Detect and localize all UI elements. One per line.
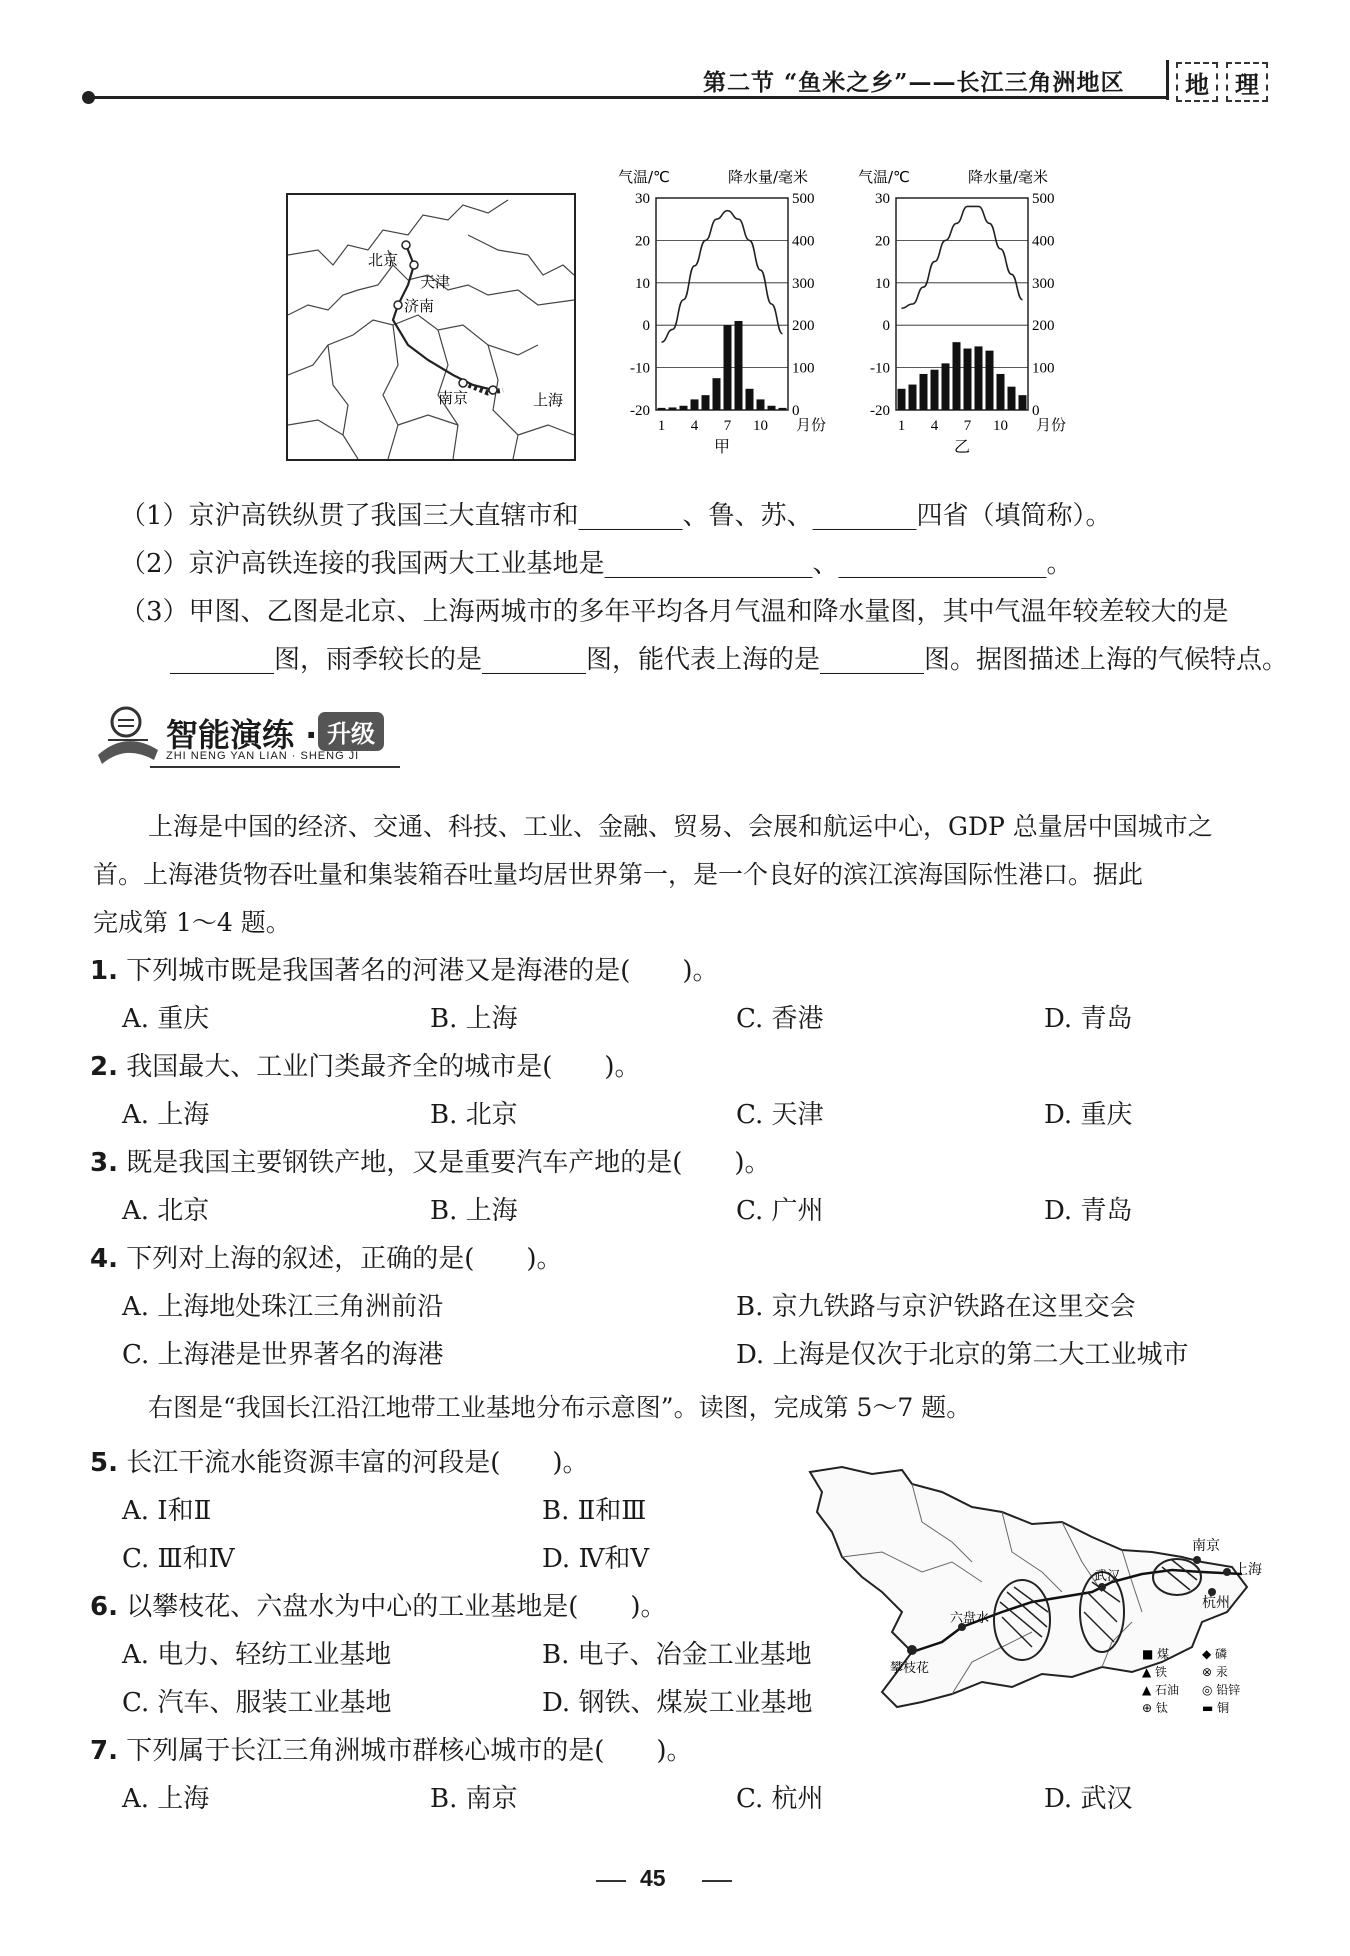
q3-option-c[interactable]: C. 广州 — [736, 1196, 824, 1226]
ymap-label-liupanshui: 六盘水 — [950, 1611, 990, 1626]
q1-option-c[interactable]: C. 香港 — [736, 1004, 824, 1034]
chart-jia-month-tick: 10 — [753, 418, 768, 434]
city-marker-nanjing — [459, 379, 467, 387]
railway-route — [393, 245, 493, 390]
book-reader-icon — [88, 700, 168, 770]
q4-option-b[interactable]: B. 京九铁路与京沪铁路在这里交会 — [736, 1292, 1136, 1322]
ymap-label-shanghai: 上海 — [1234, 1562, 1262, 1578]
railway-map-svg — [288, 195, 574, 459]
q2-option-c[interactable]: C. 天津 — [736, 1100, 824, 1130]
chart-yi-precip-bar — [975, 346, 983, 410]
header-separator — [1166, 60, 1169, 100]
q3-option-d[interactable]: D. 青岛 — [1044, 1196, 1133, 1226]
chart-yi-precip-bar — [997, 374, 1005, 410]
question-6: 6. 以攀枝花、六盘水为中心的工业基地是( )。 — [90, 1592, 667, 1622]
map-label-jinan: 济南 — [404, 297, 435, 315]
chart-yi-precip-tick: 500 — [1032, 191, 1055, 207]
chart-jia-precip-bar — [735, 321, 743, 410]
chart-jia-precip-label: 降水量/毫米 — [728, 168, 809, 186]
chart-jia-month-tick: 7 — [723, 418, 732, 434]
q7-option-c[interactable]: C. 杭州 — [736, 1784, 824, 1814]
chart-jia-precip-bar — [724, 325, 732, 410]
q5-option-d[interactable]: D. Ⅳ和Ⅴ — [542, 1544, 650, 1574]
chart-yi-month-tick: 10 — [993, 418, 1008, 434]
q4-option-d[interactable]: D. 上海是仅次于北京的第二大工业城市 — [736, 1340, 1189, 1370]
chart-yi-month-unit: 月份 — [1036, 416, 1067, 434]
q3-option-a[interactable]: A. 北京 — [122, 1196, 210, 1226]
chart-jia-precip-tick: 400 — [792, 233, 815, 250]
header-rule — [88, 96, 1168, 99]
map-label-nanjing: 南京 — [438, 389, 469, 407]
q6-option-b[interactable]: B. 电子、冶金工业基地 — [542, 1640, 812, 1670]
chart-jia-temp-label: 气温/℃ — [618, 168, 670, 186]
chart-yi-caption: 乙 — [953, 437, 971, 456]
question-5: 5. 长江干流水能资源丰富的河段是( )。 — [90, 1448, 589, 1478]
question-line-4: ________图，雨季较长的是________图，能代表上海的是________图。据图描述上海的气候特点。 — [170, 645, 1289, 675]
chart-jia-precip-tick: 300 — [792, 275, 815, 292]
ymap-label-wuhan: 武汉 — [1094, 1569, 1121, 1584]
q2-option-a[interactable]: A. 上海 — [122, 1100, 210, 1130]
chart-yi-plot-frame — [896, 198, 1028, 410]
chart-yi-month-tick: 4 — [930, 418, 939, 434]
legend-coal: ■ 煤 — [1142, 1647, 1170, 1661]
map-label-shanghai: 上海 — [533, 391, 564, 409]
q6-option-d[interactable]: D. 钢铁、煤炭工业基地 — [542, 1688, 813, 1718]
question-1: 1. 下列城市既是我国著名的河港又是海港的是( )。 — [90, 956, 719, 986]
chart-jia-temp-tick: 30 — [635, 191, 650, 207]
chart-jia-temp-tick: -10 — [630, 360, 650, 377]
chart-jia-precip-tick: 100 — [792, 360, 815, 377]
chart-jia-precip-tick: 500 — [792, 191, 815, 207]
chart-yi-precip-bar — [953, 342, 961, 410]
intro-line-2: 首。上海港货物吞吐量和集装箱吞吐量均居世界第一，是一个良好的滨江滨海国际性港口。据此 — [93, 860, 1144, 889]
map-label-tianjin: 天津 — [420, 273, 451, 291]
legend-leadzinc: ◎ 铅锌 — [1202, 1683, 1241, 1697]
chart-yi-precip-bar — [920, 374, 928, 410]
chart-jia-temp-tick: 20 — [635, 233, 650, 250]
chart-yi-precip-bar — [942, 363, 950, 410]
chart-jia-precip-tick: 0 — [792, 403, 800, 419]
chart-yi-precip-bar — [909, 385, 917, 410]
chart-yi-precip-tick: 400 — [1032, 233, 1055, 250]
chart-yi-temp-tick: -10 — [870, 360, 890, 377]
section-badge: 升级 — [318, 712, 384, 751]
basin-outline — [810, 1467, 1247, 1707]
chart-jia-temp-tick: 0 — [642, 318, 650, 335]
q4-option-a[interactable]: A. 上海地处珠江三角洲前沿 — [122, 1292, 444, 1322]
intro-line-1: 上海是中国的经济、交通、科技、工业、金融、贸易、会展和航运中心，GDP 总量居中国城市之 — [148, 812, 1213, 841]
chart-jia-plot-frame — [656, 198, 788, 410]
chart-yi-precip-tick: 0 — [1032, 403, 1040, 419]
chart-jia-precip-bar — [669, 407, 677, 410]
question-4: 4. 下列对上海的叙述，正确的是( )。 — [90, 1244, 563, 1274]
chart-yi-temp-tick: 0 — [882, 318, 890, 335]
q6-option-a[interactable]: A. 电力、轻纺工业基地 — [122, 1640, 392, 1670]
q4-option-c[interactable]: C. 上海港是世界著名的海港 — [122, 1340, 444, 1370]
chart-jia-caption: 甲 — [713, 437, 731, 456]
chart-yi-precip-tick: 300 — [1032, 275, 1055, 292]
subject-char-2: 理 — [1226, 62, 1268, 102]
chart-yi-temp-curve — [902, 206, 1023, 308]
legend-titanium: ⊕ 钛 — [1142, 1701, 1168, 1715]
chart-jia-precip-bar — [746, 389, 754, 410]
chart-yi-temp-tick: 30 — [875, 191, 890, 207]
chart-jia-precip-bar — [779, 408, 787, 410]
chart-jia-precip-bar — [691, 399, 699, 410]
section-heading: 智能演练 · — [166, 716, 318, 754]
subject-char-1: 地 — [1176, 62, 1218, 102]
chart-jia-precip-bar — [680, 406, 688, 410]
q7-option-a[interactable]: A. 上海 — [122, 1784, 210, 1814]
ymap-label-panzhihua: 攀枝花 — [890, 1661, 930, 1676]
ymap-label-nanjing: 南京 — [1192, 1538, 1220, 1554]
legend-iron: ▲ 铁 — [1142, 1665, 1168, 1679]
question-2: 2. 我国最大、工业门类最齐全的城市是( )。 — [90, 1052, 641, 1082]
ymap-label-hangzhou: 杭州 — [1202, 1595, 1230, 1611]
chart-yi-temp-label: 气温/℃ — [858, 168, 910, 186]
yangtze-industry-map — [802, 1462, 1272, 1722]
chart-yi-precip-bar — [1008, 387, 1016, 410]
chart-yi-precip-bar — [986, 351, 994, 410]
section-pinyin: ZHI NENG YAN LIAN · SHENG JI — [166, 750, 360, 762]
climate-chart-yi — [858, 160, 1108, 460]
city-marker-tianjin — [410, 261, 418, 269]
chart-jia-precip-bar — [702, 395, 710, 410]
chart-yi-precip-tick: 200 — [1032, 318, 1055, 335]
chart-yi-temp-tick: 20 — [875, 233, 890, 250]
q2-option-d[interactable]: D. 重庆 — [1044, 1100, 1133, 1130]
chart-jia-temp-tick: 10 — [635, 275, 650, 292]
railway-map — [286, 193, 576, 461]
legend-phosphorus: ◆ 磷 — [1202, 1647, 1228, 1661]
chart-yi-month-tick: 7 — [963, 418, 972, 434]
q1-option-d[interactable]: D. 青岛 — [1044, 1004, 1133, 1034]
q2-option-b[interactable]: B. 北京 — [430, 1100, 518, 1130]
chart-yi-temp-tick: -20 — [870, 403, 890, 419]
chart-jia-temp-tick: -20 — [630, 403, 650, 419]
chart-jia-precip-bar — [757, 399, 765, 410]
chart-yi-precip-label: 降水量/毫米 — [968, 168, 1049, 186]
question-line-3: （3）甲图、乙图是北京、上海两城市的多年平均各月气温和降水量图，其中气温年较差较大的是 — [120, 597, 1229, 627]
question-line-2: （2）京沪高铁连接的我国两大工业基地是________________、________________。 — [120, 549, 1073, 579]
question-7: 7. 下列属于长江三角洲城市群核心城市的是( )。 — [90, 1736, 693, 1766]
q7-option-d[interactable]: D. 武汉 — [1044, 1784, 1133, 1814]
question-line-1: （1）京沪高铁纵贯了我国三大直辖市和________、鲁、苏、________四省（填简称）。 — [120, 501, 1112, 531]
city-marker-beijing — [402, 241, 410, 249]
intro-line-3: 完成第 1～4 题。 — [93, 908, 291, 937]
chart-jia-precip-bar — [658, 408, 666, 410]
chart-jia-temp-curve — [662, 211, 783, 342]
legend-oil: ▲ 石油 — [1142, 1683, 1180, 1697]
city-marker-jinan — [394, 301, 402, 309]
q7-option-b[interactable]: B. 南京 — [430, 1784, 518, 1814]
question-3: 3. 既是我国主要钢铁产地，又是重要汽车产地的是( )。 — [90, 1148, 771, 1178]
city-marker-shanghai — [489, 386, 497, 394]
legend-mercury: ⊗ 汞 — [1202, 1665, 1228, 1679]
section-underline — [150, 766, 400, 768]
q3-option-b[interactable]: B. 上海 — [430, 1196, 518, 1226]
page-dash-left — [596, 1880, 626, 1882]
q1-option-b[interactable]: B. 上海 — [430, 1004, 518, 1034]
map-label-beijing: 北京 — [368, 251, 399, 269]
chart-yi-precip-bar — [964, 349, 972, 410]
chart-yi-precip-bar — [898, 389, 906, 410]
chart-yi-month-tick: 1 — [897, 418, 906, 434]
q6-option-c[interactable]: C. 汽车、服装工业基地 — [122, 1688, 392, 1718]
q5-option-c[interactable]: C. Ⅲ和Ⅳ — [122, 1544, 235, 1574]
chart-jia-month-tick: 1 — [657, 418, 666, 434]
q5-option-b[interactable]: B. Ⅱ和Ⅲ — [542, 1496, 647, 1526]
chart-jia-month-tick: 4 — [690, 418, 699, 434]
chart-yi-temp-tick: 10 — [875, 275, 890, 292]
chart-jia-precip-bar — [713, 378, 721, 410]
page-number: 45 — [640, 1865, 666, 1891]
chart-jia-precip-bar — [768, 406, 776, 410]
q5-option-a[interactable]: A. Ⅰ和Ⅱ — [122, 1496, 212, 1526]
climate-chart-jia — [618, 160, 868, 460]
chart-yi-precip-bar — [931, 370, 939, 410]
page-dash-right — [702, 1880, 732, 1882]
q1-option-a[interactable]: A. 重庆 — [122, 1004, 210, 1034]
chart-yi-precip-tick: 100 — [1032, 360, 1055, 377]
legend-copper: ▬ 铜 — [1202, 1701, 1230, 1715]
chart-jia-precip-tick: 200 — [792, 318, 815, 335]
chart-jia-month-unit: 月份 — [796, 416, 827, 434]
chart-yi-precip-bar — [1019, 395, 1027, 410]
section-title: 第二节 “鱼米之乡”——长江三角洲地区 — [703, 69, 1125, 96]
intro2: 右图是“我国长江沿江地带工业基地分布示意图”。读图，完成第 5～7 题。 — [148, 1393, 972, 1422]
